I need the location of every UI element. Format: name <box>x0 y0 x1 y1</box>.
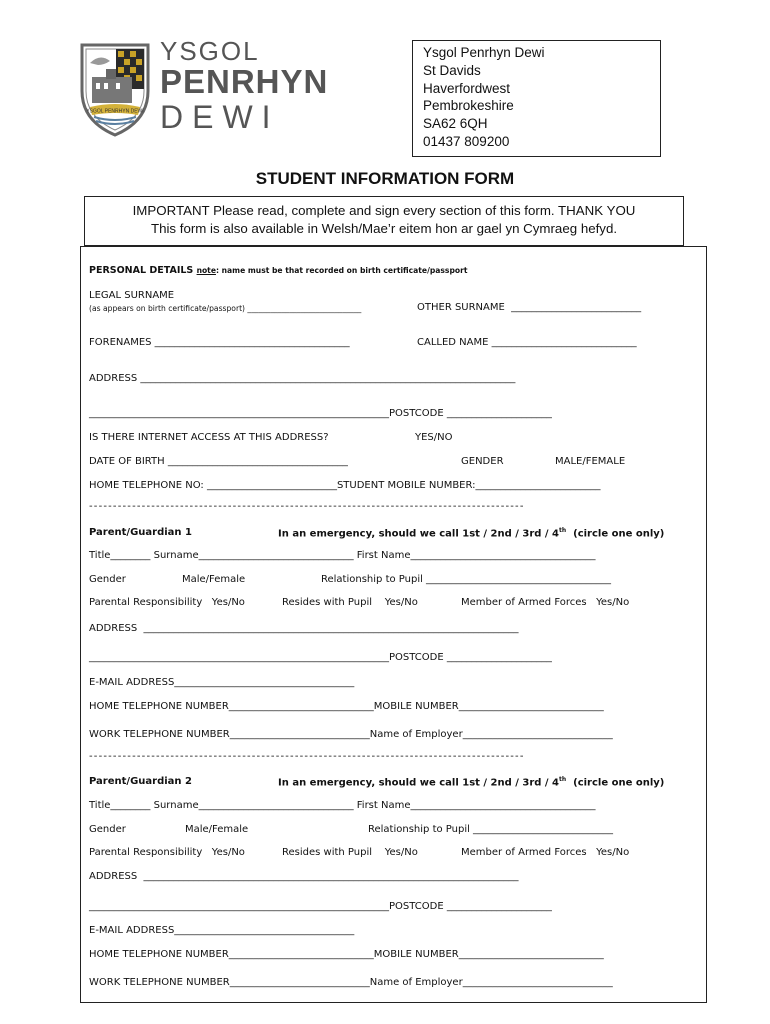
guardian1-email-field[interactable]: E-MAIL ADDRESS____________________________________ <box>89 677 355 688</box>
postcode-field[interactable]: ____________________________________________________________POSTCODE _____________________ <box>89 408 552 419</box>
guardian2-relationship-field[interactable]: Relationship to Pupil ____________________________ <box>368 824 614 835</box>
date-of-birth-field[interactable]: DATE OF BIRTH ____________________________________ <box>89 456 348 467</box>
gender-option[interactable]: MALE/FEMALE <box>555 456 626 467</box>
internet-access-label: IS THERE INTERNET ACCESS AT THIS ADDRESS? <box>89 432 329 443</box>
guardian2-gender-option[interactable]: Male/Female <box>185 824 249 835</box>
section-divider: - - - - - - - - - - - - - - - - - - - - - - - - - - - - - - - - - - - - - - - - - - - - - - - - - - - - - - - - - - - - - - - - - - - - - - - - - - - - - - - - - - - - - - - - - - - <box>89 751 523 762</box>
guardian2-parental-responsibility[interactable]: Parental Responsibility Yes/No <box>89 847 245 858</box>
gender-label: GENDER <box>461 456 504 467</box>
guardian2-address-field[interactable]: ADDRESS ___________________________________________________________________________ <box>89 871 519 882</box>
guardian2-title-row[interactable]: Title________ Surname_______________________________ First Name_____________________________________ <box>89 800 596 811</box>
guardian2-postcode-field[interactable]: ____________________________________________________________POSTCODE _____________________ <box>89 901 552 912</box>
address-field[interactable]: ADDRESS ___________________________________________________________________________ <box>89 373 516 384</box>
telephone-fields[interactable]: HOME TELEPHONE NO: __________________________STUDENT MOBILE NUMBER:_________________________ <box>89 480 601 491</box>
address-line: St Davids <box>423 62 481 78</box>
forenames-field[interactable]: FORENAMES _______________________________________ <box>89 337 350 348</box>
legal-surname-label: LEGAL SURNAME <box>89 290 175 301</box>
form-title: STUDENT INFORMATION FORM <box>255 169 515 188</box>
guardian2-work-fields[interactable]: WORK TELEPHONE NUMBER____________________________Name of Employer______________________________ <box>89 977 613 988</box>
guardian1-relationship-field[interactable]: Relationship to Pupil _____________________________________ <box>321 574 612 585</box>
legal-surname-field[interactable]: (as appears on birth certificate/passport) ______________________________ <box>89 304 362 313</box>
guardian2-heading: Parent/Guardian 2 <box>89 776 192 787</box>
guardian1-armed-forces[interactable]: Member of Armed Forces Yes/No <box>461 597 630 608</box>
school-name-line3: DEWI <box>160 99 280 135</box>
guardian2-armed-forces[interactable]: Member of Armed Forces Yes/No <box>461 847 630 858</box>
guardian1-parental-responsibility[interactable]: Parental Responsibility Yes/No <box>89 597 245 608</box>
school-name-line2: PENRHYN <box>160 63 329 100</box>
guardian1-work-fields[interactable]: WORK TELEPHONE NUMBER____________________________Name of Employer______________________________ <box>89 729 613 740</box>
address-line: Haverfordwest <box>423 80 511 96</box>
guardian2-resides-with-pupil[interactable]: Resides with Pupil Yes/No <box>282 847 418 858</box>
guardian1-postcode-field[interactable]: ____________________________________________________________POSTCODE _____________________ <box>89 652 552 663</box>
school-crest-logo <box>76 41 154 139</box>
guardian2-gender-label: Gender <box>89 824 126 835</box>
guardian1-title-row[interactable]: Title________ Surname_______________________________ First Name_____________________________________ <box>89 550 596 561</box>
crest-motto: YSGOL PENRHYN DEWI <box>86 108 144 115</box>
guardian1-gender-label: Gender <box>89 574 126 585</box>
guardian1-emergency: In an emergency, should we call 1st / 2nd / 3rd / 4th (circle one only) <box>278 527 665 540</box>
other-surname-field[interactable]: OTHER SURNAME __________________________ <box>417 302 642 313</box>
guardian1-phone-fields[interactable]: HOME TELEPHONE NUMBER_____________________________MOBILE NUMBER_____________________________ <box>89 701 604 712</box>
notice-line2: This form is also available in Welsh/Mae’r eitem hon ar gael yn Cymraeg hefyd. <box>150 221 618 236</box>
guardian1-address-field[interactable]: ADDRESS ___________________________________________________________________________ <box>89 623 519 634</box>
section-divider: - - - - - - - - - - - - - - - - - - - - - - - - - - - - - - - - - - - - - - - - - - - - - - - - - - - - - - - - - - - - - - - - - - - - - - - - - - - - - - - - - - - - - - - - - - - <box>89 501 523 512</box>
address-line: 01437 809200 <box>423 133 510 149</box>
guardian1-gender-option[interactable]: Male/Female <box>182 574 246 585</box>
school-name <box>160 38 328 134</box>
address-line: Pembrokeshire <box>423 98 514 114</box>
school-name-line1: YSGOL <box>160 36 260 66</box>
notice-box <box>84 196 684 246</box>
address-line: Ysgol Penrhyn Dewi <box>423 45 545 60</box>
guardian1-heading: Parent/Guardian 1 <box>89 527 192 538</box>
guardian2-phone-fields[interactable]: HOME TELEPHONE NUMBER_____________________________MOBILE NUMBER_____________________________ <box>89 949 604 960</box>
notice-line1: IMPORTANT Please read, complete and sign every section of this form. THANK YOU <box>132 203 636 218</box>
guardian1-resides-with-pupil[interactable]: Resides with Pupil Yes/No <box>282 597 418 608</box>
called-name-field[interactable]: CALLED NAME _____________________________ <box>417 337 637 348</box>
address-line: SA62 6QH <box>423 116 488 132</box>
guardian2-emergency: In an emergency, should we call 1st / 2nd / 3rd / 4th (circle one only) <box>278 776 665 789</box>
guardian2-email-field[interactable]: E-MAIL ADDRESS____________________________________ <box>89 925 355 936</box>
internet-access-option[interactable]: YES/NO <box>415 432 453 443</box>
personal-details-heading: PERSONAL DETAILS note: name must be that recorded on birth certificate/passport <box>89 265 468 276</box>
school-address-box <box>412 40 661 157</box>
